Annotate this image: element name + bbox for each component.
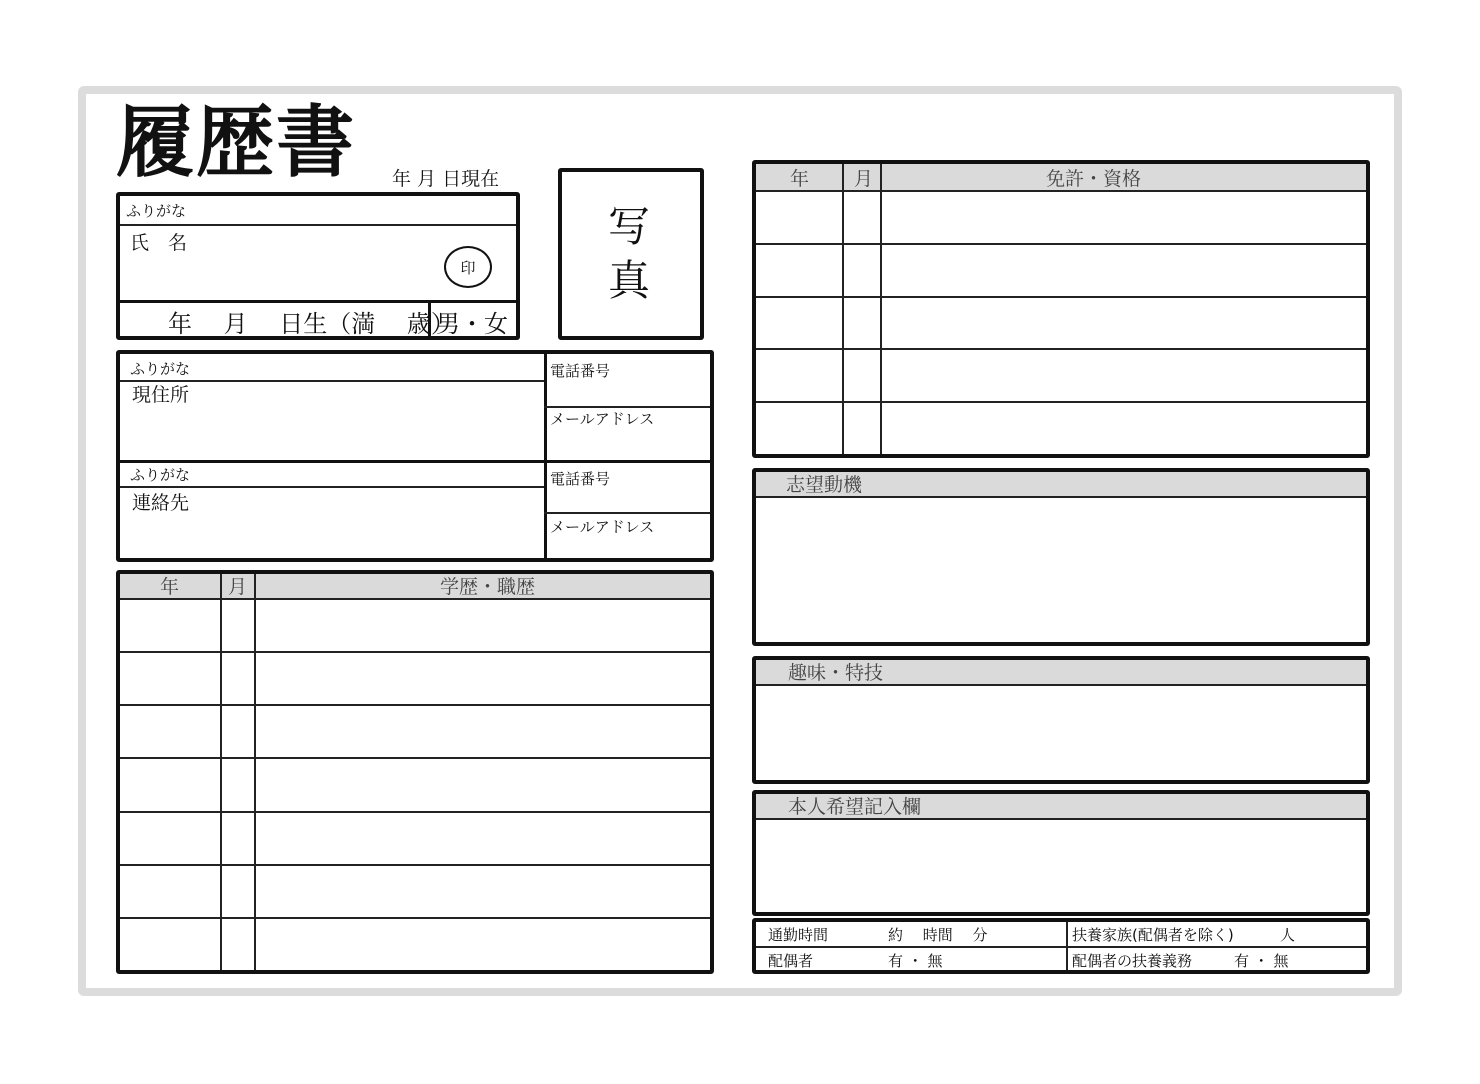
spouse-support-field[interactable]: 有 ・ 無 (1234, 952, 1289, 970)
address-email-label: メールアドレス (550, 410, 655, 428)
divider (756, 946, 1366, 948)
license-row[interactable] (756, 348, 1366, 401)
contact-furigana-label: ふりがな (130, 466, 191, 484)
license-table (752, 160, 1370, 458)
history-table (116, 570, 714, 974)
divider (756, 401, 1366, 403)
divider (120, 300, 516, 303)
photo-box[interactable] (558, 168, 704, 340)
history-header (120, 574, 710, 600)
license-col-year: 年 (790, 168, 810, 190)
divider (120, 704, 710, 706)
requests-box (752, 790, 1370, 916)
history-row[interactable] (120, 811, 710, 864)
divider (120, 757, 710, 759)
contact-field[interactable] (128, 514, 538, 554)
divider (120, 460, 710, 463)
document-title: 履歴書 (116, 97, 357, 188)
divider (120, 486, 544, 488)
address-phone-label: 電話番号 (550, 362, 611, 380)
requests-label: 本人希望記入欄 (788, 796, 922, 818)
hobbies-field[interactable] (762, 690, 1360, 774)
contact-email-label: メールアドレス (550, 518, 655, 536)
hobbies-box (752, 656, 1370, 784)
divider (428, 300, 431, 336)
address-furigana-label: ふりがな (130, 360, 191, 378)
divider (756, 296, 1366, 298)
divider (756, 243, 1366, 245)
license-col-month: 月 (854, 168, 874, 190)
history-row[interactable] (120, 704, 710, 757)
history-row[interactable] (120, 757, 710, 810)
commute-label: 通勤時間 (768, 926, 829, 944)
divider (120, 224, 516, 226)
hobbies-label: 趣味・特技 (788, 662, 884, 684)
history-col-content: 学歴・職歴 (440, 576, 536, 598)
name-label: 氏 名 (130, 232, 188, 254)
photo-label-1: 写 (608, 202, 651, 251)
seal-icon: 印 (444, 246, 492, 288)
gender-field[interactable]: 男・女 (436, 310, 508, 338)
spouse-support-label: 配偶者の扶養義務 (1072, 952, 1193, 970)
contact-phone-label: 電話番号 (550, 470, 611, 488)
dependents-label: 扶養家族(配偶者を除く) (1072, 926, 1234, 944)
divider (544, 512, 710, 514)
motivation-field[interactable] (762, 502, 1360, 636)
contact-label: 連絡先 (132, 492, 190, 514)
license-row[interactable] (756, 296, 1366, 349)
personal-info-box (116, 192, 520, 340)
history-col-month: 月 (228, 576, 248, 598)
divider (544, 354, 547, 558)
history-row[interactable] (120, 864, 710, 917)
license-row[interactable] (756, 243, 1366, 296)
divider (756, 348, 1366, 350)
divider (120, 917, 710, 919)
requests-field[interactable] (762, 824, 1360, 906)
license-col-content: 免許・資格 (1046, 168, 1142, 190)
photo-label-2: 真 (608, 256, 651, 305)
license-row[interactable] (756, 401, 1366, 454)
motivation-box (752, 468, 1370, 646)
address-field[interactable] (128, 406, 538, 456)
address-label: 現住所 (132, 384, 190, 406)
dependents-unit: 人 (1280, 926, 1296, 944)
spouse-field[interactable]: 有 ・ 無 (888, 952, 943, 970)
divider (120, 811, 710, 813)
divider (120, 864, 710, 866)
name-furigana-label: ふりがな (126, 202, 187, 220)
commute-field[interactable]: 約 時間 分 (888, 926, 988, 944)
divider (544, 406, 710, 408)
divider (120, 380, 544, 382)
motivation-label: 志望動機 (786, 474, 863, 496)
divider (120, 651, 710, 653)
spouse-label: 配偶者 (768, 952, 814, 970)
history-row[interactable] (120, 917, 710, 970)
footer-info-box (752, 918, 1370, 974)
history-row[interactable] (120, 598, 710, 651)
history-col-year: 年 (160, 576, 180, 598)
address-contact-box (116, 350, 714, 562)
date-note: 年 月 日現在 (392, 168, 500, 190)
birthdate-field[interactable]: 年 月 日生（満 歳） (168, 310, 455, 338)
history-row[interactable] (120, 651, 710, 704)
license-row[interactable] (756, 190, 1366, 243)
